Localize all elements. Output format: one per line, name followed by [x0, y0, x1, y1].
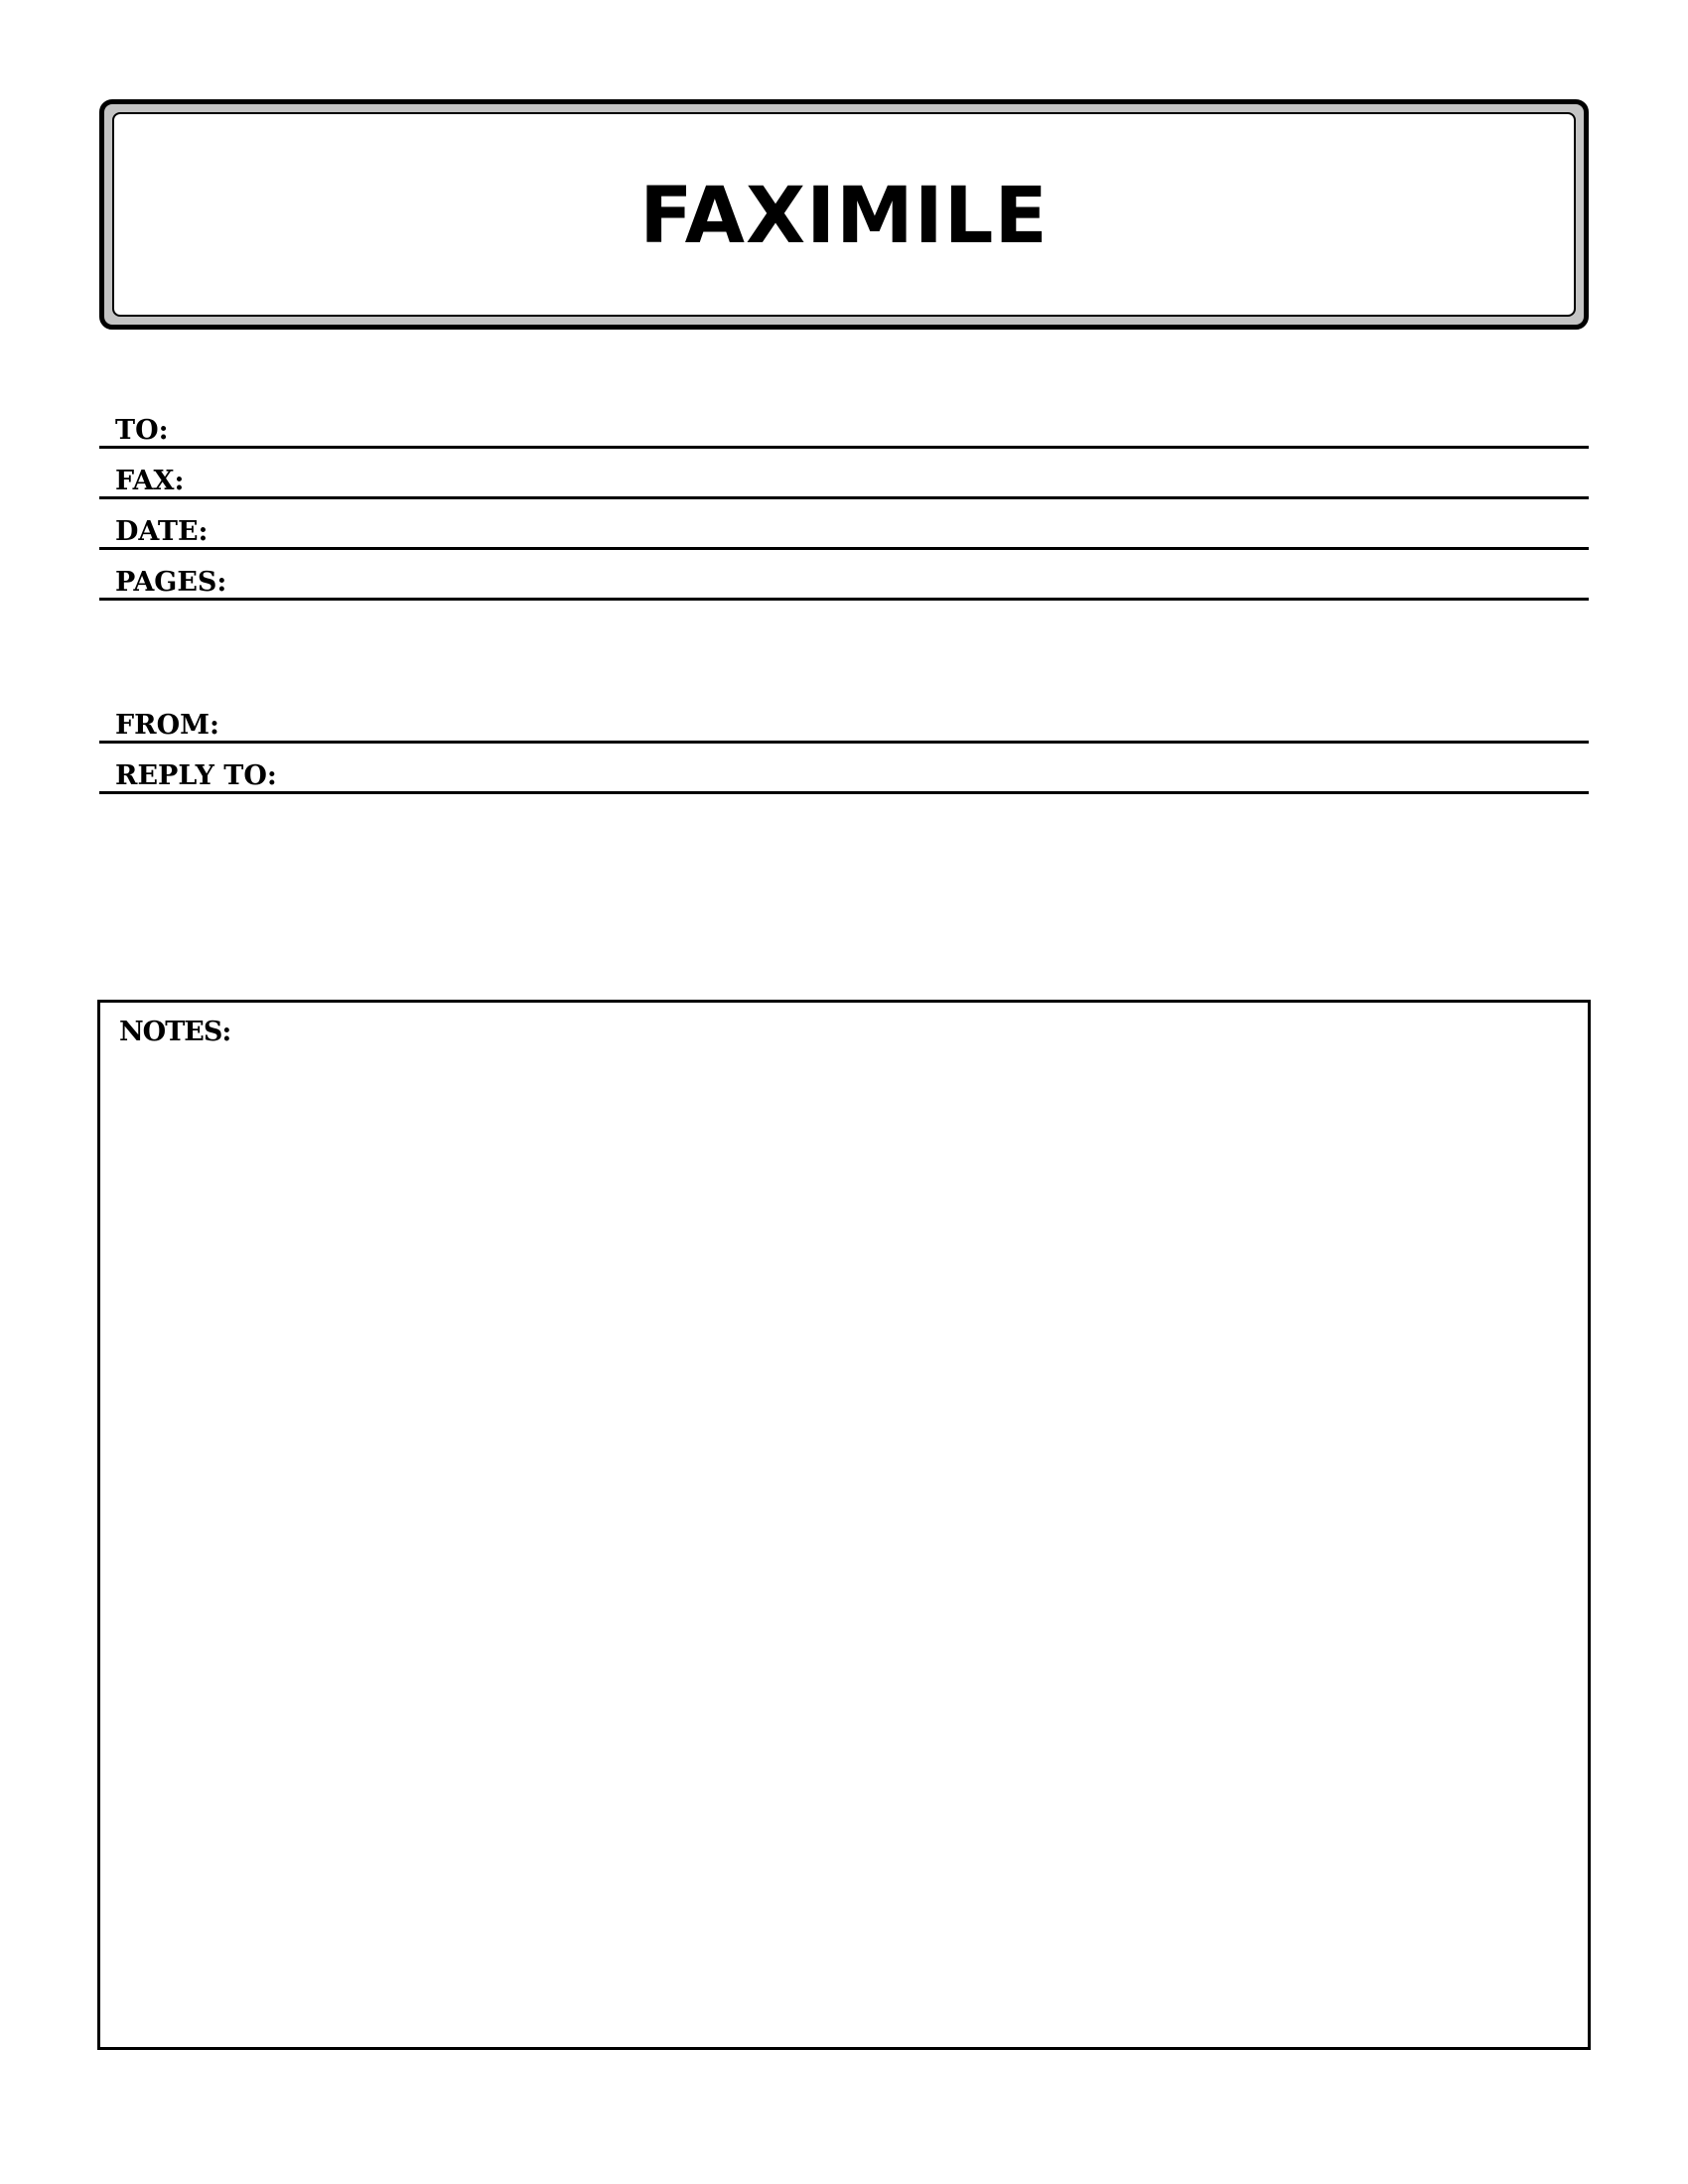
reply-to-label: REPLY TO:: [115, 760, 277, 791]
date-field[interactable]: [99, 510, 1589, 550]
page-title: FAXIMILE: [639, 172, 1049, 261]
notes-box[interactable]: [97, 1000, 1591, 2050]
pages-field[interactable]: [99, 561, 1589, 601]
to-field[interactable]: [99, 409, 1589, 449]
from-field[interactable]: [99, 704, 1589, 744]
to-label: TO:: [115, 415, 169, 446]
from-label: FROM:: [115, 710, 219, 741]
header-inner-frame: [112, 112, 1576, 317]
fax-label: FAX:: [115, 466, 185, 496]
date-label: DATE:: [115, 516, 209, 547]
header-banner: [99, 99, 1589, 330]
notes-label: NOTES:: [119, 1017, 231, 1047]
pages-label: PAGES:: [115, 567, 227, 598]
reply-to-field[interactable]: [99, 754, 1589, 794]
fax-field[interactable]: [99, 460, 1589, 499]
